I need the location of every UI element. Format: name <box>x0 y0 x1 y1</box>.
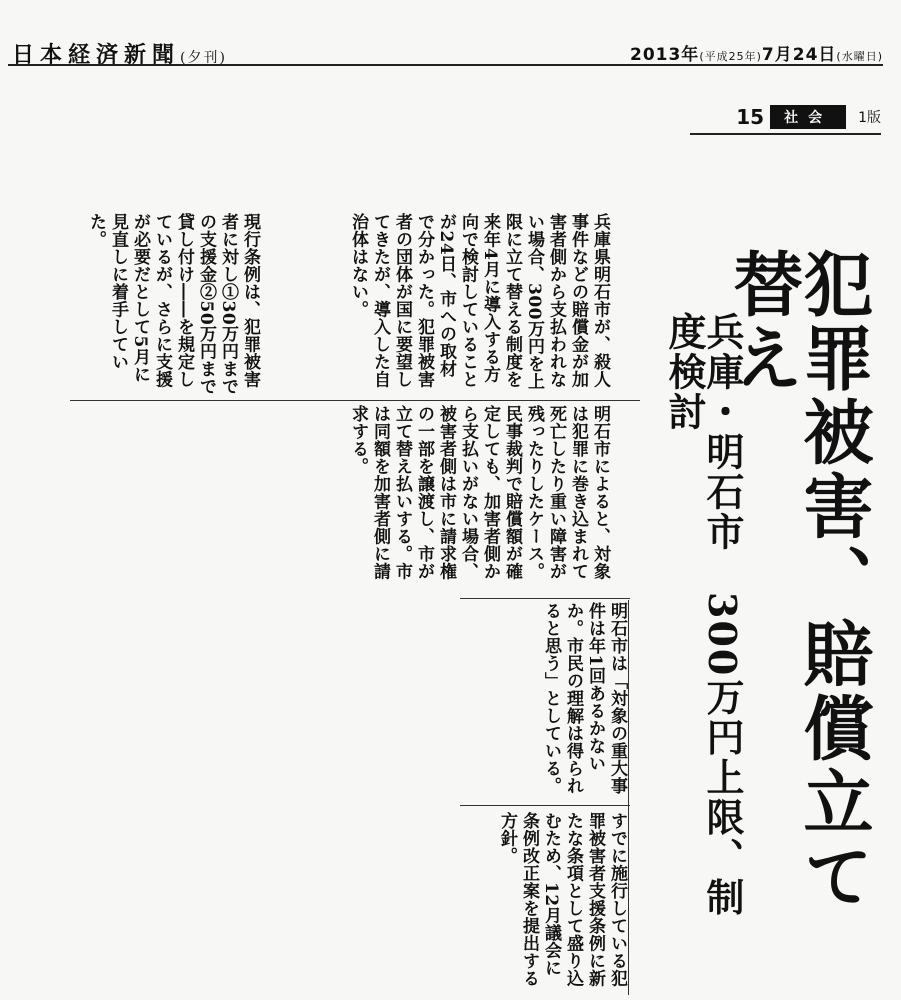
page-info <box>736 105 881 131</box>
masthead-rule <box>8 64 883 66</box>
article-paragraph: すでに施行している犯罪被害者支援条例に新たな条項として盛り込むため、12月議会に条例改正案を提出する方針。 <box>497 812 627 987</box>
article-paragraph: 明石市は「対象の重大事件は年1回あるかないか。市民の理解は得られると思う」としている。 <box>541 602 627 795</box>
column-divider <box>460 805 630 806</box>
edition-label: 1版 <box>858 110 881 126</box>
date-weekday: (水曜日) <box>836 50 883 63</box>
article-paragraph: 現行条例は、犯罪被害者に対し①30万円までの支援金②50万円まで貸し付け――を規定しているが、さらに支援が必要だとして5月に見直しに着手していた。 <box>86 213 260 396</box>
column-divider <box>460 400 640 401</box>
date-era: (平成25年) <box>699 50 762 63</box>
subhead: 兵庫・明石市 300万円上限、制度検討 <box>662 312 745 918</box>
section-badge: 社会 <box>770 105 846 129</box>
date-day: 7月24日 <box>761 45 837 65</box>
paper-title: 日本経済新聞 <box>12 42 181 68</box>
page-number: 15 <box>736 105 765 129</box>
paper-edition: (夕刊) <box>180 50 227 66</box>
headline: 犯罪被害、賠償立て替え <box>722 248 875 914</box>
page-rule <box>690 133 881 135</box>
date-year: 2013年 <box>629 45 700 65</box>
issue-date <box>630 40 883 65</box>
column-divider <box>460 598 630 599</box>
column-border <box>628 600 629 995</box>
article-paragraph: 明石市によると、対象は犯罪に巻き込まれて死亡したり重い障害が残ったりしたケース。民事裁判で賠償額が確定しても、加害者側から支払いがない場合、被害者側は市に請求権の一部を譲渡し、市が立て替え払いする。市は同額を加害者側に請求する。 <box>348 405 610 580</box>
article-paragraph: 兵庫県明石市が、殺人事件などの賠償金が加害者側から支払われない場合、300万円を上限に立て替える制度を来年4月に導入する方向で検討していることが24日、市への取材で分かった。犯罪被害者の団体が国に要望してきたが、導入した自治体はない。 <box>348 213 610 390</box>
column-divider <box>70 400 460 401</box>
